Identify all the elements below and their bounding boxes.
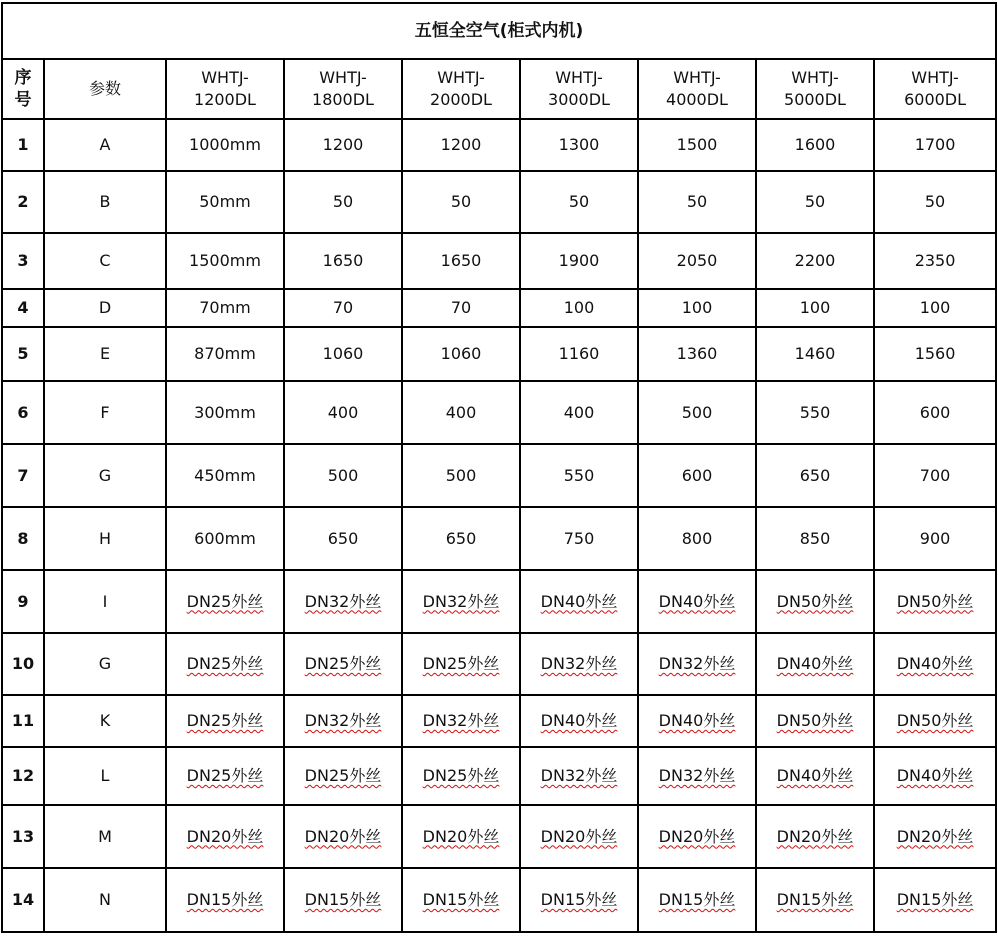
value-cell: 1900 [520, 233, 638, 289]
table-row [2, 868, 996, 932]
value-cell: 870mm [166, 327, 284, 381]
table-body [2, 3, 996, 932]
row-seq: 11 [2, 695, 44, 747]
value-cell: 1650 [402, 233, 520, 289]
model-header: WHTJ- 3000DL [520, 59, 638, 119]
model-header: WHTJ- 1200DL [166, 59, 284, 119]
value-cell: 2200 [756, 233, 874, 289]
value-cell: 400 [284, 381, 402, 444]
value-cell: 550 [520, 444, 638, 507]
value-cell: DN40外丝 [874, 747, 996, 805]
table-row [2, 570, 996, 633]
value-cell: 50 [874, 171, 996, 233]
value-cell: DN15外丝 [756, 868, 874, 932]
value-cell: DN50外丝 [874, 695, 996, 747]
value-cell: DN15外丝 [874, 868, 996, 932]
row-param: G [44, 633, 166, 695]
table-row [2, 695, 996, 747]
row-seq: 2 [2, 171, 44, 233]
value-cell: 70 [284, 289, 402, 327]
value-cell: 1000mm [166, 119, 284, 171]
value-cell: 900 [874, 507, 996, 570]
model-header: WHTJ- 4000DL [638, 59, 756, 119]
row-seq: 6 [2, 381, 44, 444]
value-cell: DN20外丝 [638, 805, 756, 868]
value-cell: 1700 [874, 119, 996, 171]
row-seq: 4 [2, 289, 44, 327]
value-cell: DN15外丝 [520, 868, 638, 932]
value-cell: 1060 [402, 327, 520, 381]
value-cell: 2350 [874, 233, 996, 289]
row-param: N [44, 868, 166, 932]
value-cell: DN25外丝 [402, 747, 520, 805]
value-cell: 450mm [166, 444, 284, 507]
table-row [2, 444, 996, 507]
value-cell: DN32外丝 [284, 695, 402, 747]
value-cell: DN25外丝 [166, 747, 284, 805]
value-cell: 100 [520, 289, 638, 327]
table-title: 五恒全空气(柜式内机) [2, 3, 996, 59]
row-param: I [44, 570, 166, 633]
value-cell: DN25外丝 [166, 633, 284, 695]
spec-table [1, 2, 997, 933]
value-cell: 100 [638, 289, 756, 327]
table-row [2, 381, 996, 444]
table-row [2, 119, 996, 171]
value-cell: DN25外丝 [284, 633, 402, 695]
table-row [2, 289, 996, 327]
value-cell: 1200 [402, 119, 520, 171]
value-cell: DN20外丝 [756, 805, 874, 868]
table-row [2, 747, 996, 805]
value-cell: DN25外丝 [402, 633, 520, 695]
value-cell: DN32外丝 [520, 633, 638, 695]
row-param: H [44, 507, 166, 570]
table-row [2, 633, 996, 695]
value-cell: DN40外丝 [638, 570, 756, 633]
value-cell: 50 [284, 171, 402, 233]
value-cell: 600 [638, 444, 756, 507]
row-param: L [44, 747, 166, 805]
table-row [2, 171, 996, 233]
value-cell: 1560 [874, 327, 996, 381]
row-seq: 14 [2, 868, 44, 932]
value-cell: 50 [520, 171, 638, 233]
row-param: D [44, 289, 166, 327]
value-cell: 1300 [520, 119, 638, 171]
table-row [2, 233, 996, 289]
table-row [2, 507, 996, 570]
value-cell: DN32外丝 [520, 747, 638, 805]
row-param: G [44, 444, 166, 507]
value-cell: 1500 [638, 119, 756, 171]
row-param: B [44, 171, 166, 233]
seq-header: 序 号 [2, 59, 44, 119]
value-cell: DN20外丝 [284, 805, 402, 868]
value-cell: DN25外丝 [166, 695, 284, 747]
value-cell: DN50外丝 [874, 570, 996, 633]
row-param: E [44, 327, 166, 381]
row-seq: 5 [2, 327, 44, 381]
value-cell: 700 [874, 444, 996, 507]
row-param: M [44, 805, 166, 868]
value-cell: 500 [284, 444, 402, 507]
value-cell: DN15外丝 [402, 868, 520, 932]
value-cell: 750 [520, 507, 638, 570]
row-param: C [44, 233, 166, 289]
value-cell: 100 [756, 289, 874, 327]
value-cell: 1460 [756, 327, 874, 381]
value-cell: 650 [756, 444, 874, 507]
value-cell: 70 [402, 289, 520, 327]
value-cell: DN40外丝 [756, 633, 874, 695]
value-cell: 650 [284, 507, 402, 570]
row-seq: 8 [2, 507, 44, 570]
value-cell: DN40外丝 [874, 633, 996, 695]
value-cell: DN15外丝 [638, 868, 756, 932]
value-cell: 1200 [284, 119, 402, 171]
value-cell: DN15外丝 [284, 868, 402, 932]
value-cell: DN32外丝 [284, 570, 402, 633]
value-cell: 300mm [166, 381, 284, 444]
value-cell: 600mm [166, 507, 284, 570]
value-cell: 70mm [166, 289, 284, 327]
row-param: A [44, 119, 166, 171]
row-seq: 3 [2, 233, 44, 289]
value-cell: DN50外丝 [756, 570, 874, 633]
value-cell: DN25外丝 [284, 747, 402, 805]
table-row [2, 327, 996, 381]
value-cell: DN20外丝 [874, 805, 996, 868]
value-cell: 850 [756, 507, 874, 570]
value-cell: 600 [874, 381, 996, 444]
value-cell: DN32外丝 [638, 747, 756, 805]
value-cell: DN20外丝 [166, 805, 284, 868]
row-seq: 12 [2, 747, 44, 805]
value-cell: 50 [638, 171, 756, 233]
value-cell: 400 [520, 381, 638, 444]
row-seq: 9 [2, 570, 44, 633]
model-header: WHTJ- 2000DL [402, 59, 520, 119]
value-cell: 800 [638, 507, 756, 570]
value-cell: DN20外丝 [402, 805, 520, 868]
value-cell: 650 [402, 507, 520, 570]
value-cell: 1600 [756, 119, 874, 171]
row-seq: 10 [2, 633, 44, 695]
value-cell: DN32外丝 [638, 633, 756, 695]
value-cell: DN25外丝 [166, 570, 284, 633]
value-cell: 1060 [284, 327, 402, 381]
value-cell: 400 [402, 381, 520, 444]
value-cell: 2050 [638, 233, 756, 289]
value-cell: 500 [402, 444, 520, 507]
value-cell: 1650 [284, 233, 402, 289]
row-seq: 7 [2, 444, 44, 507]
value-cell: DN15外丝 [166, 868, 284, 932]
row-seq: 13 [2, 805, 44, 868]
value-cell: 550 [756, 381, 874, 444]
value-cell: DN32外丝 [402, 570, 520, 633]
value-cell: 50mm [166, 171, 284, 233]
row-param: K [44, 695, 166, 747]
value-cell: 50 [402, 171, 520, 233]
value-cell: 1500mm [166, 233, 284, 289]
value-cell: 500 [638, 381, 756, 444]
table-row [2, 805, 996, 868]
value-cell: DN40外丝 [756, 747, 874, 805]
row-seq: 1 [2, 119, 44, 171]
model-header: WHTJ- 6000DL [874, 59, 996, 119]
value-cell: 100 [874, 289, 996, 327]
row-param: F [44, 381, 166, 444]
value-cell: DN32外丝 [402, 695, 520, 747]
param-header: 参数 [44, 59, 166, 119]
value-cell: DN40外丝 [520, 570, 638, 633]
model-header: WHTJ- 1800DL [284, 59, 402, 119]
value-cell: DN40外丝 [638, 695, 756, 747]
value-cell: DN40外丝 [520, 695, 638, 747]
value-cell: DN20外丝 [520, 805, 638, 868]
value-cell: 50 [756, 171, 874, 233]
header-row [2, 59, 996, 119]
value-cell: 1360 [638, 327, 756, 381]
model-header: WHTJ- 5000DL [756, 59, 874, 119]
value-cell: DN50外丝 [756, 695, 874, 747]
title-row [2, 3, 996, 59]
value-cell: 1160 [520, 327, 638, 381]
